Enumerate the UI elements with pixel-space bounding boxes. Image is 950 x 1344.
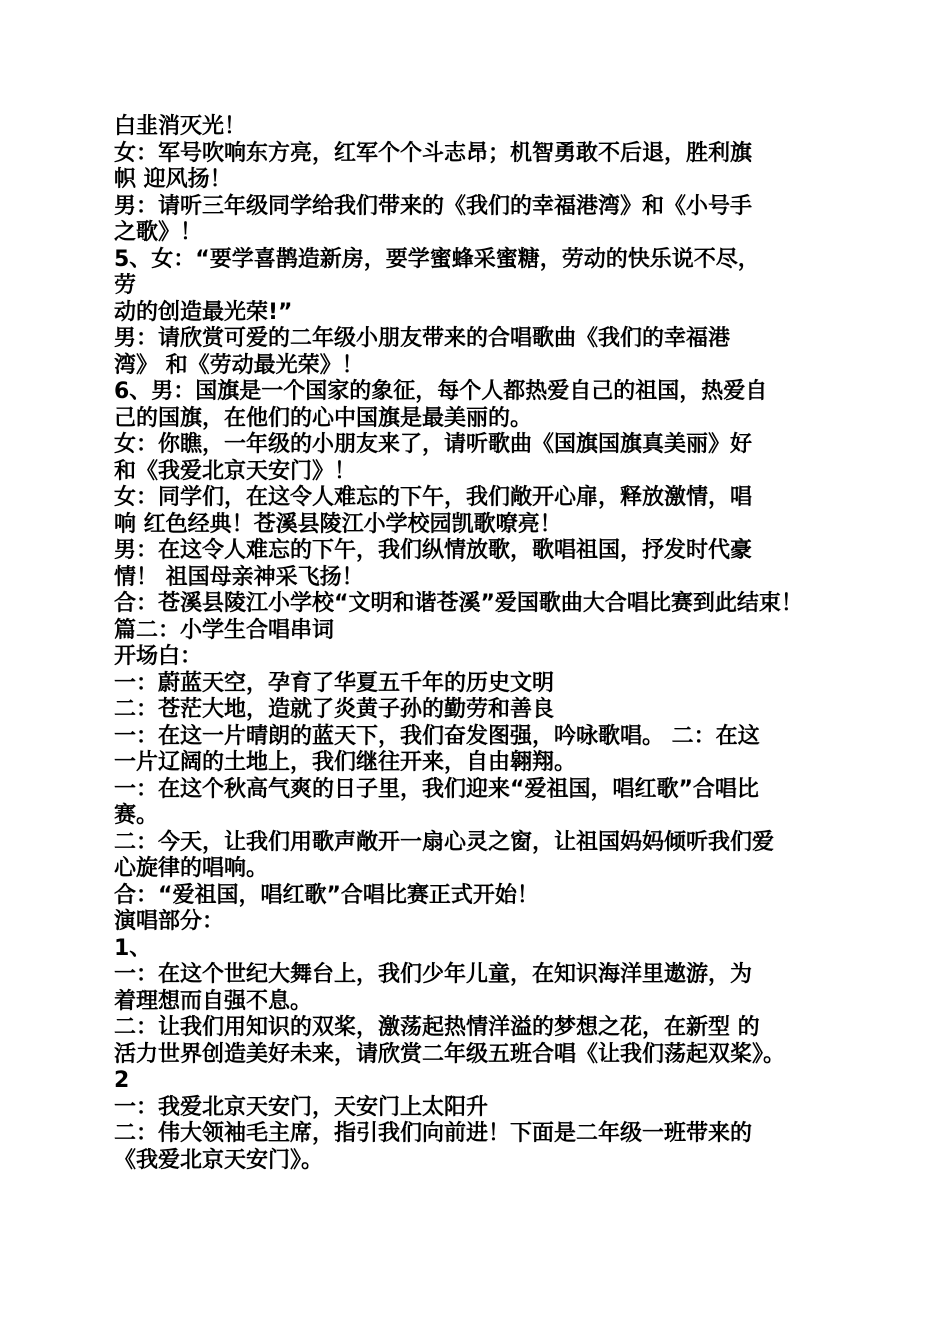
text-line: 1、 (114, 935, 152, 961)
text-line: 开场白： (114, 644, 203, 669)
text-line: 之歌》！ (114, 220, 203, 245)
text-line: 响 红色经典！苍溪县陵江小学校园凯歌嘹亮！ (114, 511, 562, 537)
text-line: 女：你瞧，一年级的小朋友来了，请听歌曲《国旗国旗真美丽》好 (114, 432, 753, 457)
section-heading: 篇二：小学生合唱串词 (114, 617, 335, 643)
text-line: 6、男：国旗是一个国家的象征，每个人都热爱自己的祖国，热爱自 (114, 379, 768, 404)
text-line: 5、女：“要学喜鹊造新房，要学蜜蜂采蜜糖，劳动的快乐说不尽， (114, 246, 760, 272)
text-line: 心旋律的唱响。 (114, 856, 269, 881)
text-line: 二：苍茫大地，造就了炎黄子孙的勤劳和善良 (114, 697, 555, 722)
text-line: 情！ 祖国母亲神采飞扬！ (114, 564, 364, 590)
text-line: 着理想而自强不息。 (114, 988, 313, 1014)
text-line: 一：在这个秋高气爽的日子里，我们迎来“爱祖国，唱红歌”合唱比 (114, 776, 759, 802)
text-line: 男：请听三年级同学给我们带来的《我们的幸福港湾》和《小号手 (114, 193, 753, 219)
text-line: 《我爱北京天安门》。 (114, 1147, 324, 1173)
text-line: 男：在这令人难忘的下午，我们纵情放歌，歌唱祖国，抒发时代豪 (114, 538, 753, 563)
text-line: 一：我爱北京天安门，天安门上太阳升 (114, 1094, 489, 1120)
text-line: 演唱部分： (114, 909, 225, 934)
text-line: 二：伟大领袖毛主席，指引我们向前进！下面是二年级一班带来的 (114, 1121, 753, 1146)
text-line: 己的国旗，在他们的心中国旗是最美丽的。 (114, 405, 533, 431)
text-line: 男：请欣赏可爱的二年级小朋友带来的合唱歌曲《我们的幸福港 (114, 326, 731, 351)
text-line: 湾》 和《劳动最光荣》！ (114, 352, 364, 378)
text-line: 帜 迎风扬！ (114, 167, 232, 192)
text-line: 劳 (114, 273, 137, 298)
text-line: 女：同学们，在这令人难忘的下午，我们敞开心扉，释放激情，唱 (114, 485, 753, 510)
text-line: 和《我爱北京天安门》！ (114, 458, 357, 484)
text-line: 活力世界创造美好未来，请欣赏二年级五班合唱《让我们荡起双桨》。 (114, 1041, 786, 1067)
text-line: 一：在这个世纪大舞台上，我们少年儿童，在知识海洋里遨游，为 (114, 962, 753, 987)
text-line: 2 (114, 1068, 130, 1093)
text-line: 白韭消灭光！ (114, 114, 247, 139)
text-line: 动的创造最光荣!” (114, 299, 293, 325)
text-line: 赛。 (114, 803, 159, 828)
text-line: 二：今天，让我们用歌声敞开一扇心灵之窗，让祖国妈妈倾听我们爱 (114, 829, 775, 855)
text-line: 女：军号吹响东方亮，红军个个斗志昂；机智勇敢不后退，胜利旗 (114, 140, 753, 166)
text-line: 一：蔚蓝天空，孕育了华夏五千年的历史文明 (114, 670, 555, 696)
text-line: 一片辽阔的土地上，我们继往开来，自由翱翔。 (114, 750, 577, 775)
text-line: 合：“爱祖国，唱红歌”合唱比赛正式开始！ (114, 882, 539, 908)
text-line: 合：苍溪县陵江小学校“文明和谐苍溪”爱国歌曲大合唱比赛到此结束！ (114, 591, 803, 616)
document-body (114, 114, 850, 1174)
text-line: 二：让我们用知识的双桨，激荡起热情洋溢的梦想之花，在新型 的 (114, 1015, 760, 1040)
text-line: 一：在这一片晴朗的蓝天下，我们奋发图强，吟咏歌唱。 二：在这 (114, 723, 760, 749)
